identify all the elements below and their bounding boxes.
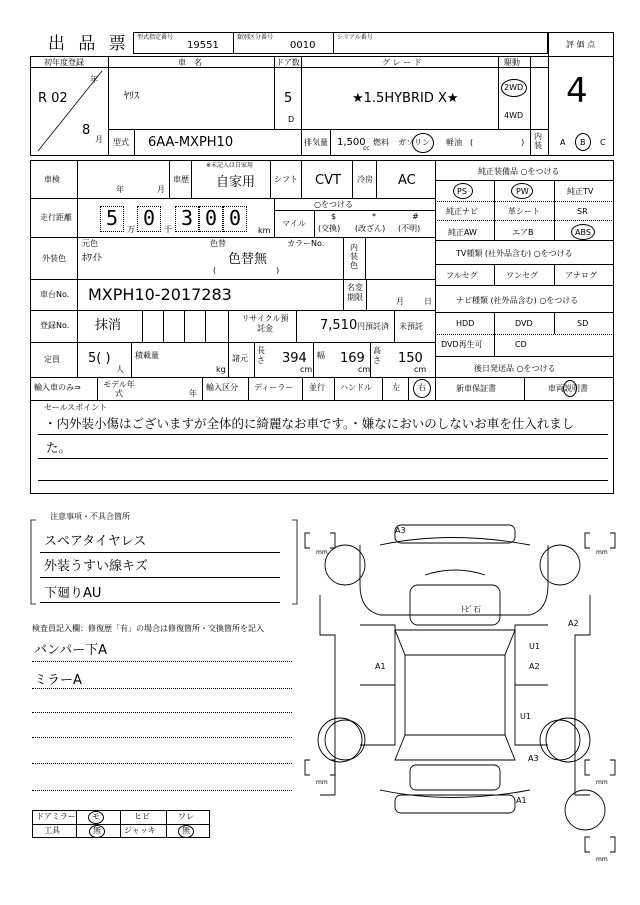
acc-mo: モ: [92, 812, 100, 821]
inspection-label: 車検: [44, 175, 60, 184]
damage-mark: A2: [529, 662, 540, 671]
car-manual: 車両説明書: [548, 384, 588, 393]
damage-mark: U1: [520, 712, 531, 721]
class-no-label: 類別区分番号: [237, 34, 274, 41]
mm-unit: mm: [596, 549, 608, 556]
handle-right: 右: [418, 383, 426, 392]
recycle-unpaid: 未預託: [399, 322, 423, 331]
mm-unit: mm: [316, 779, 328, 786]
acc-tools: 工具: [44, 826, 60, 835]
acc-tools-none: 無: [93, 826, 101, 835]
exchange-sym: $: [331, 212, 337, 221]
equip-ps: PS: [457, 187, 467, 196]
mile-label: マイル: [282, 219, 306, 228]
diesel-label: 軽油: [446, 138, 462, 147]
fuel-gasoline: ガソリン: [398, 138, 430, 147]
score-label: 評 価 点: [566, 40, 596, 49]
equip-pw: PW: [516, 187, 529, 196]
equip-leather: 革シート: [508, 207, 540, 216]
mm-unit: mm: [596, 779, 608, 786]
pw-circle: [511, 183, 533, 199]
reg-no-value: 抹消: [95, 318, 122, 333]
tools-none-circle: [89, 825, 105, 838]
capacity-unit: 人: [116, 365, 124, 374]
damage-mark: A1: [516, 796, 527, 805]
sales-text-line2: た。: [46, 440, 72, 455]
grade-label: グ レ ー ド: [382, 58, 422, 67]
ac-value: AC: [398, 173, 416, 188]
width-value: 169: [340, 351, 365, 366]
load-label: 積載量: [135, 351, 159, 360]
length-label: 長さ: [257, 346, 265, 365]
inspector-title: 検査員記入欄：修復歴「有」の場合は修復箇所・交換箇所を記入: [32, 624, 264, 633]
cm-unit: cm: [358, 365, 371, 374]
mileage-digit: 0: [223, 206, 247, 232]
import-label: 輸入車のみ⇒: [34, 383, 81, 392]
model-year-unit: 年: [189, 389, 197, 398]
interior-grade-c: C: [600, 138, 606, 147]
equip-navi: 純正ナビ: [446, 207, 478, 216]
car-name: ﾔﾘｽ: [124, 91, 139, 102]
color-label: 外装色: [42, 254, 66, 263]
color-value: ﾎﾜｲﾄ: [82, 253, 102, 264]
chassis-label: 車台No.: [40, 290, 70, 299]
model-year-label: モデル年式: [103, 380, 135, 398]
parallel-label: 並行: [309, 383, 325, 392]
height-value: 150: [398, 351, 423, 366]
cm-unit: cm: [414, 365, 427, 374]
damage-mark: A3: [395, 526, 406, 535]
width-label: 幅: [317, 351, 325, 360]
tv-title: TV種類 (社外品含む) ○をつける: [456, 249, 573, 258]
jack-none-circle: [178, 825, 194, 838]
serial-label: シリアル番号: [337, 34, 373, 41]
color-change-label: 色替: [210, 239, 226, 248]
navi-dvd: DVD: [515, 319, 533, 328]
navi-hdd: HDD: [456, 319, 475, 328]
note-line: 外装うすい線キズ: [44, 559, 148, 574]
mileage-label: 走行距離: [40, 213, 72, 222]
type-no-label: 型式指定番号: [137, 34, 174, 41]
tv-oneseg: ワンセグ: [506, 271, 538, 280]
damage-mark: A1: [375, 662, 386, 671]
nc-month-unit: 月: [396, 297, 404, 306]
name-label: 車 名: [178, 58, 202, 67]
model-label: 型式: [113, 138, 129, 147]
import-type-label: 輸入区分: [206, 383, 238, 392]
doors-label: ドア数: [276, 58, 300, 67]
capacity-value: 5( ): [88, 351, 111, 366]
equip-abs: ABS: [575, 228, 591, 237]
first-reg-label: 初年度登録: [44, 58, 84, 67]
sales-text-line1: ・内外装小傷はございますが全体的に綺麗なお車です。・嫌なにおいのしないお車を仕入れまし: [44, 416, 575, 431]
length-value: 394: [282, 351, 307, 366]
ins-month-unit: 月: [157, 185, 165, 194]
note-line: 下廻りAU: [44, 586, 102, 601]
recycle-label: リサイクル預託金: [241, 314, 289, 333]
exchange-label: (交換): [318, 224, 341, 233]
diesel-paren: ( ): [470, 138, 525, 147]
drive-label: 駆動: [504, 58, 520, 67]
unknown-sym: #: [412, 212, 419, 221]
gasoline-circle: [412, 133, 434, 153]
reg-no-label: 登録No.: [40, 321, 70, 330]
handle-label: ハンドル: [340, 383, 372, 392]
tv-analog: アナログ: [565, 271, 597, 280]
first-reg-era: R 02: [38, 91, 68, 106]
ship-title: 後日発送品 ○をつける: [474, 364, 556, 373]
displacement-label: 排気量: [304, 138, 328, 147]
mileage-digit: 0: [137, 206, 161, 232]
fuel-label: 燃料: [373, 138, 389, 147]
new-car-warranty: 新車保証書: [456, 384, 496, 393]
nc-day-unit: 日: [424, 297, 432, 306]
navi-sd: SD: [577, 319, 589, 328]
form-title: 出 品 票: [48, 34, 130, 54]
acc-crack: ヒビ: [134, 812, 150, 821]
notes-title: 注意事項・不具合箇所: [50, 512, 130, 521]
cd: CD: [515, 340, 527, 349]
shift-value: CVT: [315, 173, 341, 188]
interior-label: 内装: [534, 132, 542, 150]
acc-mo-circle: [88, 811, 104, 824]
score-value: 4: [566, 71, 588, 111]
cc-unit: cc: [363, 145, 370, 152]
genuine-title: 純正装備品 ○をつける: [478, 167, 560, 176]
first-reg-month: 8: [82, 123, 91, 138]
ps-circle: [453, 183, 473, 199]
abs-circle: [571, 224, 595, 240]
handle-left: 左: [392, 383, 400, 392]
doors-value: 5: [284, 91, 293, 106]
class-no-value: 0010: [290, 40, 316, 51]
ins-year-unit: 年: [116, 185, 124, 194]
drive-4wd: 4WD: [504, 111, 524, 120]
man-unit: 万: [127, 225, 135, 234]
tv-fullseg: フルセグ: [446, 271, 478, 280]
handle-right-circle: [413, 379, 431, 398]
type-no-value: 19551: [187, 40, 219, 51]
recycle-paid: 円預託済: [357, 322, 389, 331]
acc-jack-none: 無: [182, 826, 190, 835]
name-change-label: 名変期限: [347, 283, 363, 302]
damage-mark: U1: [529, 642, 540, 651]
manual-circle: [563, 380, 577, 397]
sales-label: セールスポイント: [44, 403, 108, 412]
dims-label: 諸元: [232, 354, 248, 363]
interior-grade-a: A: [560, 138, 566, 147]
capacity-label: 定員: [44, 355, 60, 364]
km-unit: km: [258, 226, 271, 235]
unknown-label: (不明): [398, 224, 421, 233]
history-note: ※未記入は自家用: [206, 162, 254, 169]
cm-unit: cm: [300, 365, 313, 374]
circle-note: ○をつける: [314, 200, 353, 209]
inspector-line: ミラーA: [34, 673, 82, 688]
history-label: 車歴: [173, 175, 189, 184]
note-line: スペアタイヤレス: [44, 534, 147, 549]
height-label: 高さ: [373, 346, 381, 365]
color-no-label: カラーNo.: [287, 239, 325, 248]
mm-unit: mm: [596, 856, 608, 863]
interior-b-circle: [575, 133, 591, 151]
history-value: 自家用: [216, 175, 256, 190]
ac-label: 冷房: [357, 175, 373, 184]
equip-tv: 純正TV: [567, 187, 594, 196]
equip-sr: SR: [577, 207, 588, 216]
dealer-label: ディーラー: [254, 383, 294, 392]
mileage-digit: 0: [199, 206, 223, 232]
interior-grade-b: B: [580, 138, 586, 147]
dvd-playback: DVD再生可: [441, 340, 483, 349]
damage-mark: A3: [528, 754, 539, 763]
door-type: D: [288, 115, 295, 124]
mileage-digit: 3: [175, 206, 199, 232]
displacement-value: 1,500: [337, 137, 366, 148]
color-sub-label: 元色: [82, 239, 98, 248]
damage-mark: A2: [568, 619, 579, 628]
acc-mirror: ドアミラー: [36, 812, 76, 821]
interior-color-label: 内装色: [350, 243, 358, 270]
grade-value: ★1.5HYBRID X★: [352, 91, 459, 106]
equip-aw: 純正AW: [448, 228, 477, 237]
chassis-value: MXPH10-2017283: [88, 285, 232, 304]
acc-jack: ジャッキ: [124, 826, 156, 835]
navi-title: ナビ種類 (社外品含む) ○をつける: [456, 296, 579, 305]
modified-label: (改ざん): [355, 224, 386, 233]
model-value: 6AA-MXPH10: [148, 135, 234, 150]
load-unit: kg: [216, 365, 226, 374]
recycle-value: 7,510: [320, 318, 358, 333]
drive-2wd: 2WD: [504, 83, 524, 92]
color-change-value: 色替無: [228, 252, 268, 267]
inspector-line: バンパー下A: [34, 643, 107, 658]
mileage-digit: 5: [100, 206, 124, 232]
shift-label: シフト: [274, 175, 298, 184]
modified-sym: *: [372, 212, 376, 221]
month-unit: 月: [95, 135, 103, 144]
car-damage-diagram: [300, 515, 620, 860]
equip-airbag: エアB: [512, 228, 534, 237]
year-unit: 年: [90, 75, 98, 84]
mm-unit: mm: [316, 549, 328, 556]
damage-mark: ﾄﾋﾞ石: [461, 605, 481, 614]
sen-unit: 千: [164, 225, 172, 234]
acc-broken: ワレ: [178, 812, 194, 821]
